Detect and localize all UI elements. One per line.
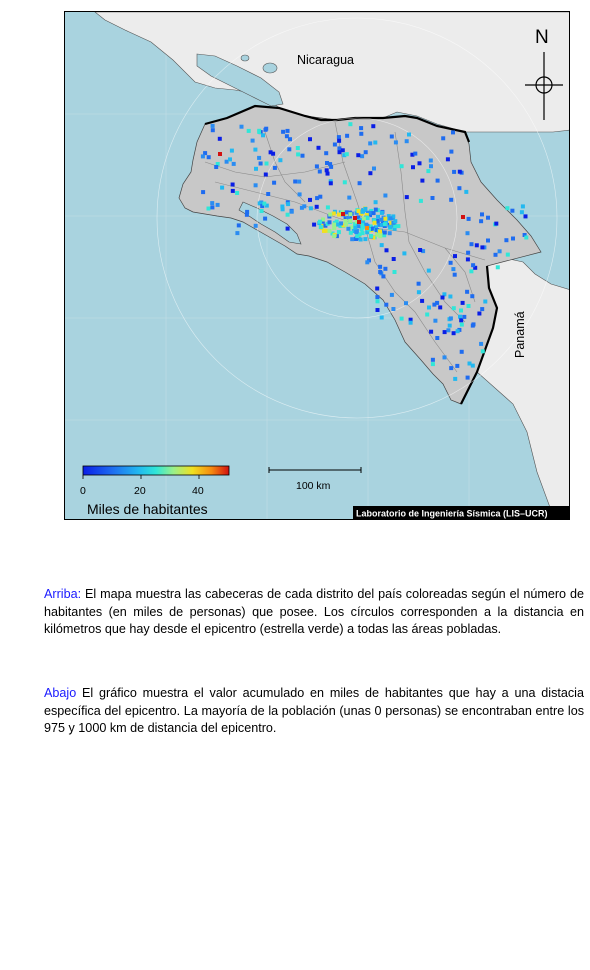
population-point bbox=[373, 141, 377, 145]
population-point bbox=[329, 165, 333, 169]
scale-label: 100 km bbox=[296, 480, 331, 492]
population-point bbox=[383, 217, 387, 221]
population-point bbox=[451, 130, 455, 134]
population-point bbox=[510, 209, 514, 213]
population-point bbox=[332, 234, 336, 238]
population-point bbox=[374, 208, 378, 212]
population-point bbox=[337, 230, 341, 234]
population-point bbox=[494, 222, 498, 226]
panama-label: Panamá bbox=[513, 311, 527, 358]
population-point bbox=[344, 223, 348, 227]
population-point bbox=[375, 287, 379, 291]
arriba-lead: Arriba: bbox=[44, 587, 82, 601]
population-point bbox=[469, 269, 473, 273]
population-point bbox=[318, 220, 322, 224]
population-point bbox=[359, 132, 363, 136]
population-point bbox=[257, 156, 261, 160]
population-point bbox=[272, 181, 276, 185]
population-point bbox=[247, 129, 251, 133]
population-point bbox=[245, 213, 249, 217]
population-point bbox=[254, 183, 258, 187]
population-point bbox=[315, 164, 319, 168]
population-point bbox=[427, 306, 431, 310]
population-point bbox=[353, 216, 357, 220]
population-point bbox=[333, 143, 337, 147]
legend-tick-40: 40 bbox=[192, 485, 204, 497]
population-point bbox=[297, 180, 301, 184]
population-point bbox=[319, 225, 323, 229]
population-point bbox=[441, 136, 445, 140]
population-point bbox=[405, 139, 409, 143]
population-point bbox=[511, 237, 515, 241]
population-point bbox=[388, 231, 392, 235]
population-point bbox=[365, 260, 369, 264]
population-point bbox=[433, 319, 437, 323]
population-point bbox=[458, 315, 462, 319]
population-point bbox=[438, 305, 442, 309]
population-point bbox=[460, 350, 464, 354]
population-point bbox=[293, 180, 297, 184]
population-point bbox=[465, 290, 469, 294]
population-point bbox=[348, 212, 352, 216]
population-point bbox=[477, 312, 481, 316]
legend-tick-0: 0 bbox=[80, 485, 86, 497]
population-point bbox=[375, 295, 379, 299]
population-point bbox=[296, 152, 300, 156]
population-point bbox=[429, 159, 433, 163]
population-point bbox=[400, 164, 404, 168]
population-point bbox=[431, 358, 435, 362]
population-point bbox=[269, 150, 273, 154]
population-point bbox=[251, 139, 255, 143]
population-point bbox=[441, 296, 445, 300]
population-point bbox=[380, 211, 384, 215]
population-point bbox=[471, 324, 475, 328]
population-point bbox=[210, 201, 214, 205]
credit bbox=[353, 506, 569, 519]
population-point bbox=[429, 164, 433, 168]
population-point bbox=[298, 192, 302, 196]
population-point bbox=[460, 323, 464, 327]
population-point bbox=[216, 203, 220, 207]
population-point bbox=[418, 161, 422, 165]
population-point bbox=[432, 303, 436, 307]
population-point bbox=[471, 263, 475, 267]
population-point bbox=[384, 303, 388, 307]
population-point bbox=[207, 207, 211, 211]
legend-title: Miles de habitantes bbox=[87, 501, 208, 517]
population-point bbox=[466, 376, 470, 380]
population-point bbox=[345, 134, 349, 138]
population-point bbox=[459, 309, 463, 313]
population-point bbox=[452, 331, 456, 335]
population-point bbox=[383, 222, 387, 226]
population-point bbox=[230, 149, 234, 153]
population-point bbox=[240, 125, 244, 129]
population-point bbox=[211, 124, 215, 128]
population-point bbox=[349, 231, 353, 235]
population-point bbox=[261, 133, 265, 137]
population-point bbox=[451, 267, 455, 271]
description-abajo bbox=[44, 685, 584, 738]
population-point bbox=[394, 140, 398, 144]
population-point bbox=[468, 362, 472, 366]
population-point bbox=[449, 198, 453, 202]
credit-label: Laboratorio de Ingeniería Sísmica (LIS–UCR) bbox=[356, 508, 548, 519]
population-point bbox=[220, 186, 224, 190]
population-point bbox=[368, 141, 372, 145]
population-point bbox=[524, 236, 528, 240]
population-point bbox=[356, 153, 360, 157]
population-point bbox=[378, 265, 382, 269]
population-point bbox=[262, 202, 266, 206]
population-point bbox=[464, 190, 468, 194]
population-point bbox=[425, 313, 429, 317]
population-point bbox=[348, 122, 352, 126]
population-point bbox=[214, 165, 218, 169]
population-point bbox=[381, 274, 385, 278]
population-point bbox=[315, 205, 319, 209]
population-point bbox=[309, 206, 313, 210]
population-point bbox=[372, 211, 376, 215]
population-point bbox=[426, 169, 430, 173]
description-arriba bbox=[44, 586, 584, 639]
population-point bbox=[357, 220, 361, 224]
population-point bbox=[506, 253, 510, 257]
population-point bbox=[448, 324, 452, 328]
population-point bbox=[466, 231, 470, 235]
population-point bbox=[380, 243, 384, 247]
legend-colorbar bbox=[83, 466, 229, 475]
population-point bbox=[480, 212, 484, 216]
population-point bbox=[456, 329, 460, 333]
population-point bbox=[467, 217, 471, 221]
population-point bbox=[376, 299, 380, 303]
population-point bbox=[371, 124, 375, 128]
population-point bbox=[328, 229, 332, 233]
population-point bbox=[409, 321, 413, 325]
population-point bbox=[411, 165, 415, 169]
arriba-body: El mapa muestra las cabeceras de cada distrito del país coloreadas según el número de habitantes (en miles de personas) que posee. Los círculos corresponden a la distancia en kilómetros que hay desde el epicentro (estrella verde) a todas las áreas pobladas. bbox=[44, 587, 584, 636]
population-point bbox=[361, 209, 365, 213]
population-point bbox=[413, 152, 417, 156]
population-point bbox=[265, 162, 269, 166]
population-point bbox=[376, 308, 380, 312]
population-point bbox=[317, 146, 321, 150]
population-point bbox=[332, 223, 336, 227]
population-point bbox=[455, 364, 459, 368]
population-point bbox=[453, 377, 457, 381]
population-point bbox=[354, 230, 358, 234]
population-point bbox=[521, 204, 525, 208]
population-point bbox=[347, 196, 351, 200]
population-point bbox=[260, 209, 264, 213]
population-point bbox=[419, 199, 423, 203]
population-point bbox=[479, 342, 483, 346]
population-point bbox=[312, 223, 316, 227]
population-point bbox=[427, 269, 431, 273]
population-point bbox=[407, 133, 411, 137]
population-point bbox=[300, 206, 304, 210]
population-point bbox=[467, 304, 471, 308]
population-point bbox=[364, 150, 368, 154]
population-point bbox=[453, 273, 457, 277]
population-point bbox=[341, 212, 345, 216]
seismic-population-map bbox=[64, 11, 570, 520]
population-point bbox=[479, 219, 483, 223]
population-point bbox=[235, 191, 239, 195]
population-point bbox=[383, 231, 387, 235]
population-point bbox=[290, 210, 294, 214]
population-point bbox=[218, 137, 222, 141]
population-point bbox=[287, 147, 291, 151]
legend-tick-20: 20 bbox=[134, 485, 146, 497]
population-point bbox=[329, 181, 333, 185]
population-point bbox=[253, 148, 257, 152]
population-point bbox=[385, 248, 389, 252]
population-point bbox=[369, 234, 373, 238]
population-point bbox=[393, 270, 397, 274]
population-point bbox=[393, 219, 397, 223]
population-point bbox=[486, 239, 490, 243]
population-point bbox=[325, 161, 329, 165]
population-point bbox=[211, 128, 215, 132]
population-point bbox=[361, 231, 365, 235]
population-point bbox=[337, 213, 341, 217]
population-point bbox=[524, 214, 528, 218]
population-point bbox=[452, 306, 456, 310]
population-point bbox=[263, 217, 267, 221]
population-point bbox=[480, 245, 484, 249]
population-point bbox=[232, 162, 236, 166]
population-point bbox=[446, 328, 450, 332]
abajo-lead: Abajo bbox=[44, 686, 77, 700]
population-point bbox=[449, 366, 453, 370]
population-point bbox=[264, 173, 268, 177]
population-point bbox=[286, 227, 290, 231]
population-point bbox=[461, 301, 465, 305]
population-point bbox=[361, 226, 365, 230]
population-point bbox=[332, 212, 336, 216]
population-point bbox=[448, 295, 452, 299]
population-point bbox=[431, 196, 435, 200]
population-point bbox=[328, 213, 332, 217]
north-label: N bbox=[535, 27, 549, 48]
population-point bbox=[341, 148, 345, 152]
population-point bbox=[475, 243, 479, 247]
population-point bbox=[420, 179, 424, 183]
population-point bbox=[466, 257, 470, 261]
population-point bbox=[431, 362, 435, 366]
population-point bbox=[498, 249, 502, 253]
population-point bbox=[286, 129, 290, 133]
population-point bbox=[380, 316, 384, 320]
population-point bbox=[436, 179, 440, 183]
population-point bbox=[201, 154, 205, 158]
population-point bbox=[339, 221, 343, 225]
population-point bbox=[374, 200, 378, 204]
population-point bbox=[504, 238, 508, 242]
population-point bbox=[350, 237, 354, 241]
population-point bbox=[235, 231, 239, 235]
population-point bbox=[266, 192, 270, 196]
population-point bbox=[481, 349, 485, 353]
population-point bbox=[457, 186, 461, 190]
population-point bbox=[344, 219, 348, 223]
population-point bbox=[391, 307, 395, 311]
population-point bbox=[373, 221, 377, 225]
population-point bbox=[281, 207, 285, 211]
population-point bbox=[337, 139, 341, 143]
population-point bbox=[365, 226, 369, 230]
population-point bbox=[417, 290, 421, 294]
population-point bbox=[435, 336, 439, 340]
abajo-body: El gráfico muestra el valor acumulado en miles de habitantes que hay a una distacia específica del epicentro. La mayoría de la población (unas 0 personas) se encontraban entre los 975 y 1000 km de distancia del epicentro. bbox=[44, 686, 584, 735]
population-point bbox=[462, 315, 466, 319]
population-point bbox=[228, 157, 232, 161]
population-point bbox=[453, 254, 457, 258]
population-point bbox=[346, 227, 350, 231]
population-point bbox=[207, 155, 211, 159]
population-point bbox=[480, 307, 484, 311]
population-point bbox=[368, 171, 372, 175]
population-point bbox=[494, 253, 498, 257]
population-point bbox=[418, 248, 422, 252]
population-point bbox=[308, 137, 312, 141]
population-point bbox=[301, 154, 305, 158]
population-point bbox=[405, 195, 409, 199]
population-point bbox=[308, 198, 312, 202]
population-point bbox=[358, 181, 362, 185]
population-point bbox=[429, 330, 433, 334]
population-point bbox=[392, 257, 396, 261]
population-point bbox=[324, 151, 328, 155]
population-point bbox=[353, 226, 357, 230]
population-point bbox=[318, 170, 322, 174]
population-point bbox=[400, 317, 404, 321]
population-point bbox=[420, 299, 424, 303]
population-point bbox=[470, 242, 474, 246]
population-point bbox=[237, 223, 241, 227]
population-point bbox=[383, 194, 387, 198]
population-point bbox=[362, 217, 366, 221]
population-point bbox=[345, 152, 349, 156]
population-point bbox=[449, 261, 453, 265]
population-point bbox=[372, 167, 376, 171]
population-point bbox=[337, 135, 341, 139]
population-point bbox=[466, 251, 470, 255]
population-point bbox=[417, 282, 421, 286]
population-point bbox=[281, 130, 285, 134]
population-point bbox=[505, 206, 509, 210]
population-point bbox=[231, 189, 235, 193]
population-point bbox=[343, 180, 347, 184]
population-point bbox=[483, 300, 487, 304]
population-point bbox=[366, 216, 370, 220]
population-point bbox=[357, 209, 361, 213]
population-point bbox=[461, 215, 465, 219]
population-point bbox=[390, 135, 394, 139]
population-point bbox=[486, 216, 490, 220]
population-point bbox=[388, 216, 392, 220]
population-point bbox=[449, 150, 453, 154]
population-point bbox=[345, 210, 349, 214]
population-point bbox=[257, 129, 261, 133]
population-point bbox=[449, 316, 453, 320]
nicaragua-label: Nicaragua bbox=[297, 53, 354, 67]
population-point bbox=[390, 293, 394, 297]
population-point bbox=[446, 157, 450, 161]
population-point bbox=[201, 190, 205, 194]
population-point bbox=[286, 213, 290, 217]
population-point bbox=[286, 202, 290, 206]
population-point bbox=[218, 152, 222, 156]
population-point bbox=[264, 128, 268, 132]
population-point bbox=[376, 233, 380, 237]
population-point bbox=[259, 162, 263, 166]
population-point bbox=[363, 237, 367, 241]
population-point bbox=[378, 270, 382, 274]
population-point bbox=[288, 137, 292, 141]
population-point bbox=[404, 301, 408, 305]
population-point bbox=[443, 330, 447, 334]
population-point bbox=[328, 220, 332, 224]
population-point bbox=[318, 195, 322, 199]
population-point bbox=[383, 267, 387, 271]
population-point bbox=[452, 170, 456, 174]
population-point bbox=[360, 154, 364, 158]
population-point bbox=[520, 210, 524, 214]
population-point bbox=[458, 170, 462, 174]
population-point bbox=[388, 225, 392, 229]
population-point bbox=[348, 219, 352, 223]
population-point bbox=[470, 294, 474, 298]
population-point bbox=[273, 166, 277, 170]
population-point bbox=[396, 224, 400, 228]
population-point bbox=[278, 158, 282, 162]
population-point bbox=[443, 355, 447, 359]
population-point bbox=[296, 146, 300, 150]
population-point bbox=[231, 183, 235, 187]
population-point bbox=[210, 205, 214, 209]
population-point bbox=[379, 218, 383, 222]
population-point bbox=[496, 265, 500, 269]
population-point bbox=[326, 172, 330, 176]
population-point bbox=[402, 251, 406, 255]
population-point bbox=[254, 167, 258, 171]
population-point bbox=[326, 205, 330, 209]
population-point bbox=[322, 229, 326, 233]
population-point bbox=[254, 224, 258, 228]
population-point bbox=[359, 126, 363, 130]
